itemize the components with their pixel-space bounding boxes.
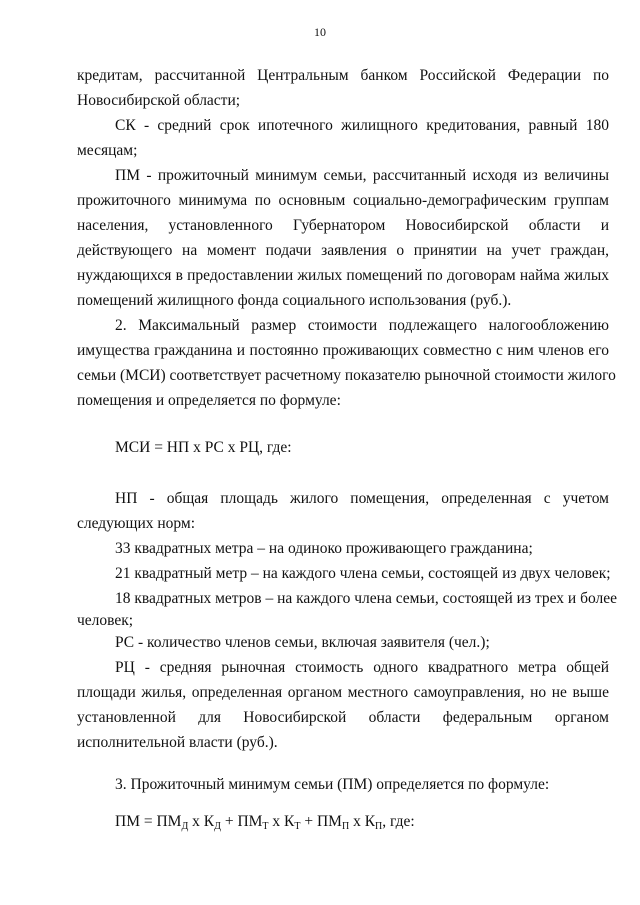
text-line: СК - средний срок ипотечного жилищного кредитования, равный 180 <box>115 117 609 134</box>
text-line: помещений жилищного фонда социального использования (руб.). <box>77 292 512 309</box>
text-line: 21 квадратный метр – на каждого члена семьи, состоящей из двух человек; <box>115 565 611 582</box>
formula-pm: ПМ = $ПМ_Д$ х $К_Д + ПМ_Т$ х $К_Т + ПМ_П$ х $К_П$, где: <box>115 813 415 832</box>
text-line: прожиточного минимума по основным социально-демографическим группам <box>77 192 609 209</box>
text-line: следующих норм: <box>77 515 196 532</box>
text-line: НП - общая площадь жилого помещения, определенная с учетом <box>115 490 609 507</box>
text-line: установленной для Новосибирской области федеральным органом <box>77 709 609 726</box>
text-line: исполнительной власти (руб.). <box>77 734 278 751</box>
text-line: имущества гражданина и постоянно проживающих совместно с ним членов его <box>77 342 609 359</box>
text-line: нуждающихся в предоставлении жилых помещений по договорам найма жилых <box>77 267 609 284</box>
text-line: Новосибирской области; <box>77 92 241 109</box>
text-line: помещения и определяется по формуле: <box>77 392 341 409</box>
text-line: семьи (МСИ) соответствует расчетному показателю рыночной стоимости жилого <box>77 367 616 384</box>
text-line: 2. Максимальный размер стоимости подлежащего налогообложению <box>115 317 609 334</box>
text-line: 18 квадратных метров – на каждого члена семьи, состоящей из трех и более <box>115 590 618 607</box>
text-line: ПМ - прожиточный минимум семьи, рассчитанный исходя из величины <box>115 167 609 184</box>
text-line: месяцам; <box>77 142 138 159</box>
text-line: кредитам, рассчитанной Центральным банком Российской Федерации по <box>77 67 609 84</box>
text-line: РЦ - средняя рыночная стоимость одного квадратного метра общей <box>115 659 609 676</box>
text-line: населения, установленного Губернатором Новосибирской области и <box>77 217 609 234</box>
formula-msi: МСИ = НП х РС х РЦ, где: <box>115 439 292 456</box>
text-line: площади жилья, определенная органом местного самоуправления, но не выше <box>77 684 609 701</box>
text-line: 3. Прожиточный минимум семьи (ПМ) определяется по формуле: <box>115 776 550 793</box>
text-line: человек; <box>77 612 134 629</box>
text-line: РС - количество членов семьи, включая заявителя (чел.); <box>115 634 490 651</box>
text-line: действующего на момент подачи заявления о принятии на учет граждан, <box>77 242 609 259</box>
page-number: 10 <box>314 25 326 39</box>
text-line: 33 квадратных метра – на одиноко проживающего гражданина; <box>115 540 533 557</box>
